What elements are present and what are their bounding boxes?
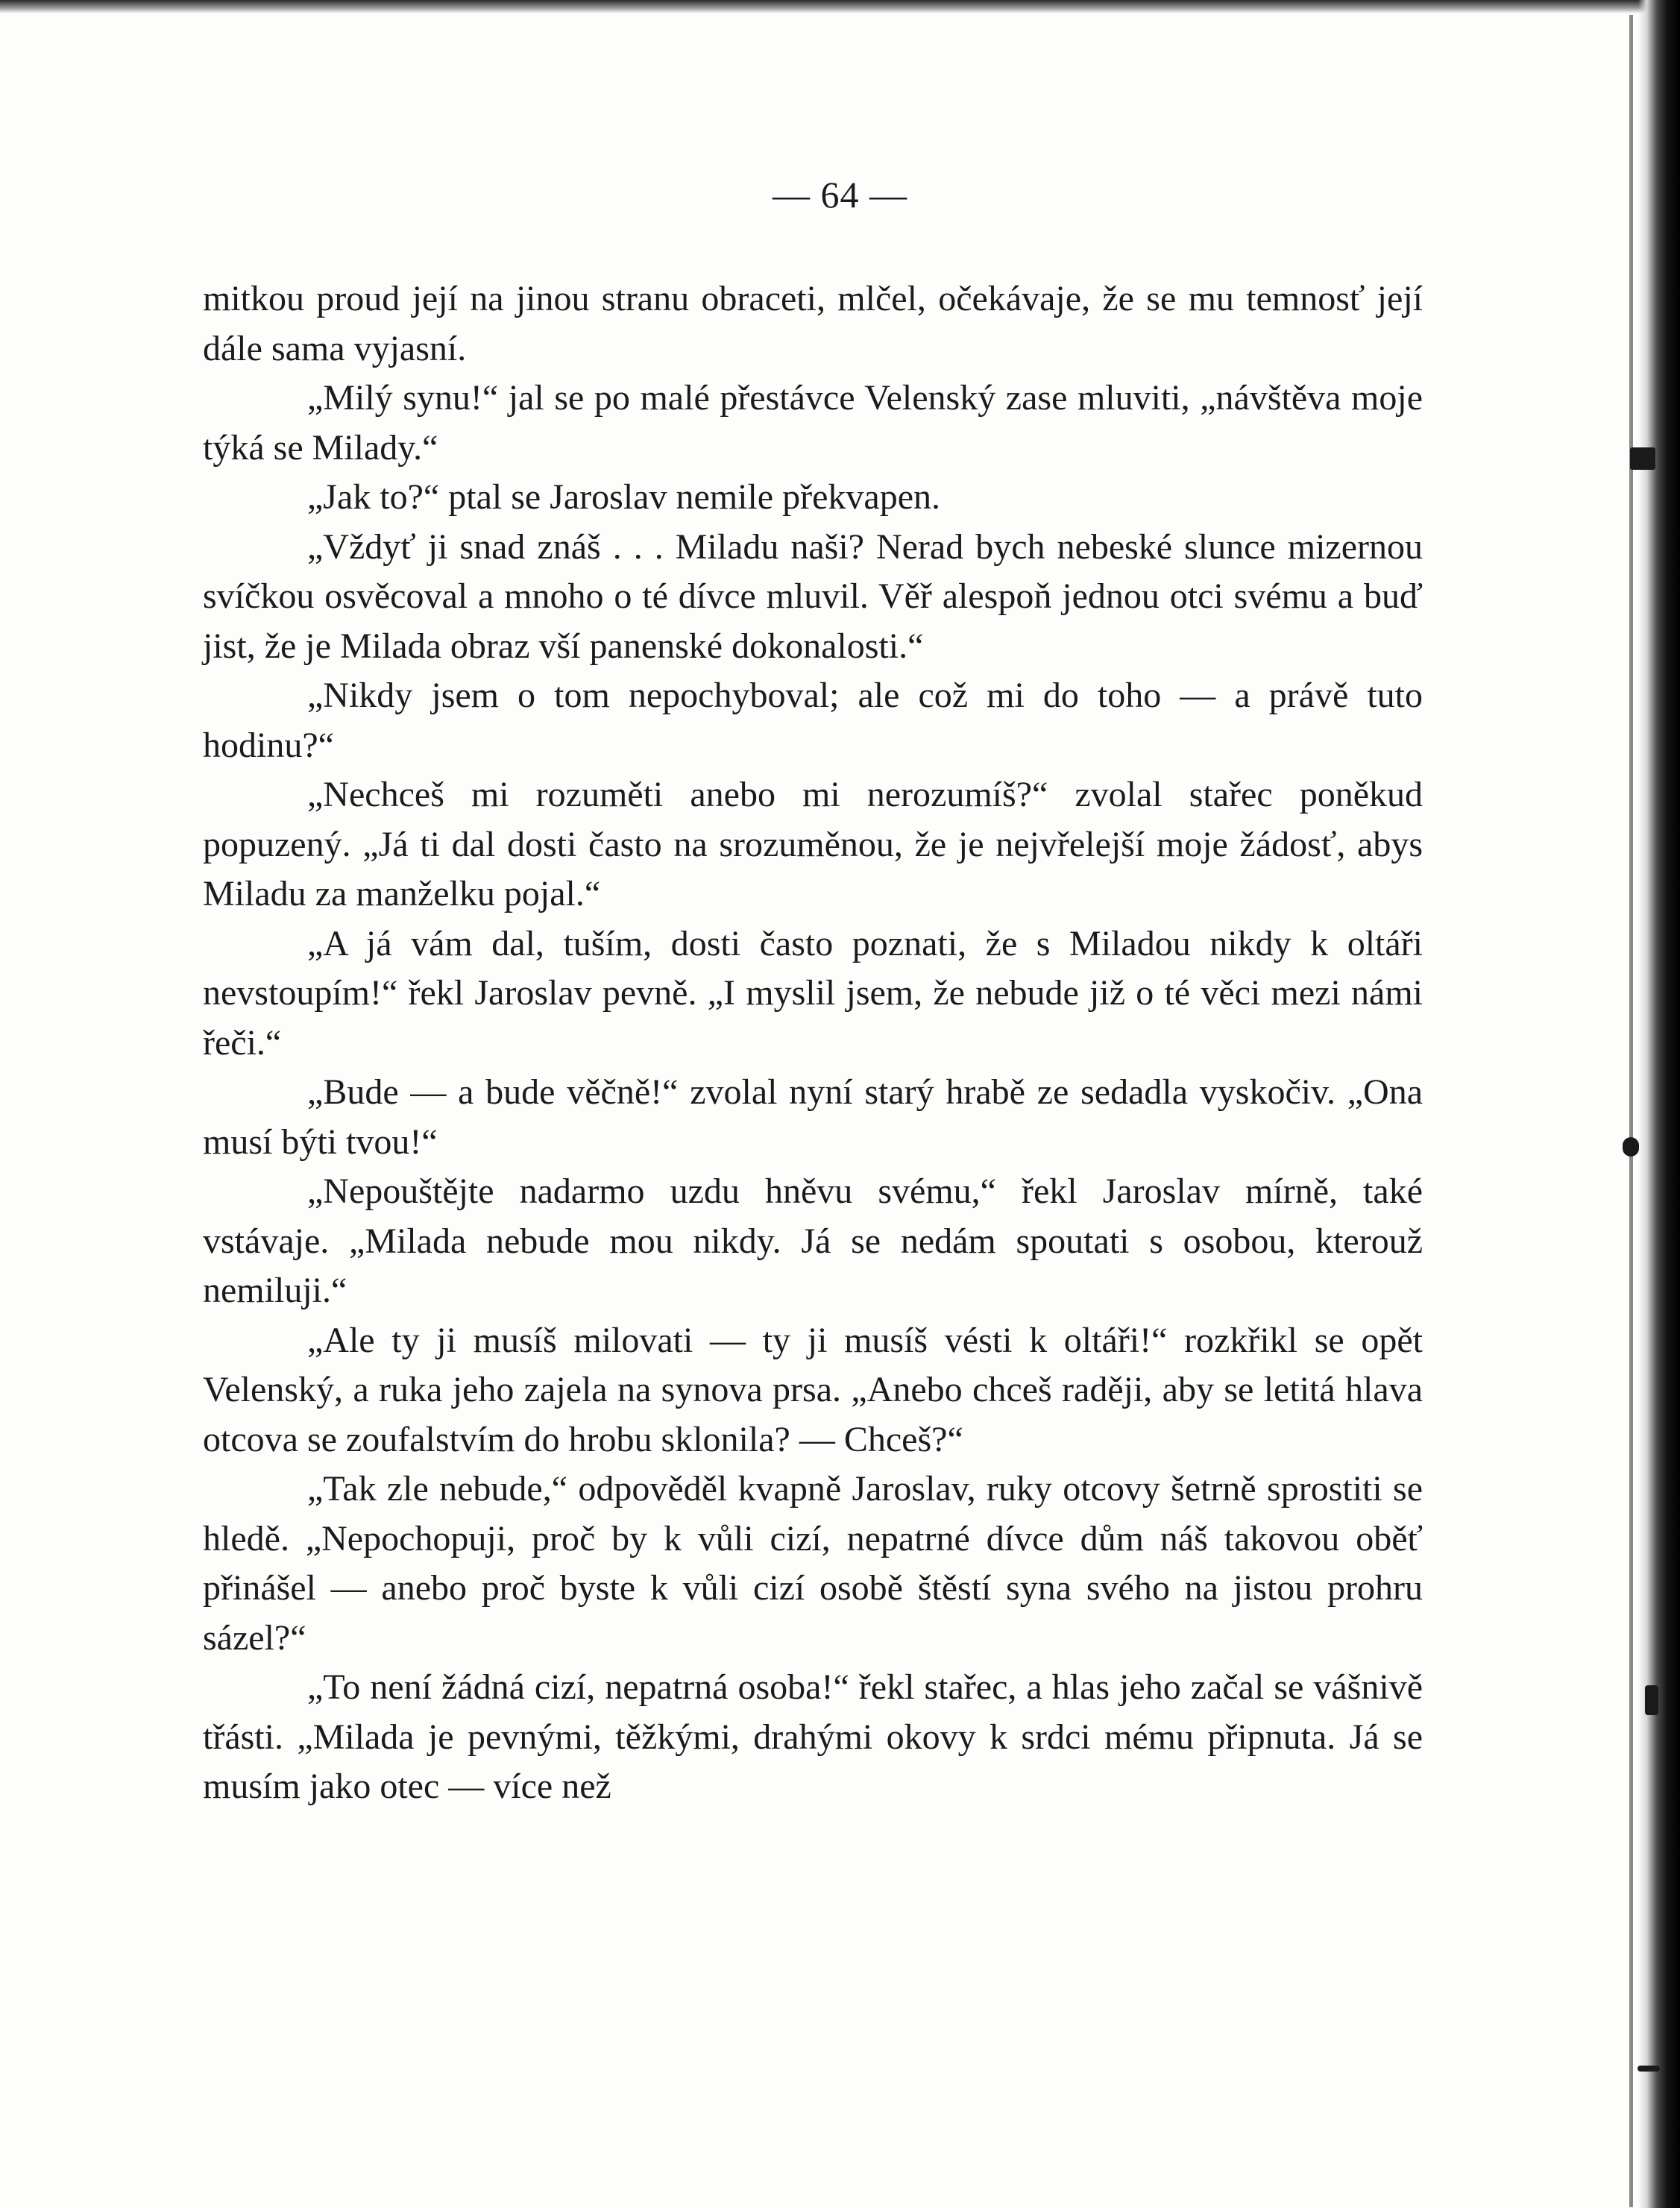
page-number: — 64 —: [773, 174, 907, 216]
scan-blemish: [1623, 1137, 1639, 1157]
paragraph: „Bude — a bude věčně!“ zvolal nyní starý hrabě ze sedadla vyskočiv. „Ona musí býti tvou!“: [203, 1072, 1423, 1162]
paragraph: „Vždyť ji snad znáš . . . Miladu naši? Nerad bych nebeské slunce mizernou svíčkou osvěcoval a mnoho o té dívce mluvil. Věř alespoň jednou otci svému a buď jist, že je Milada obraz vší panenské dokonalosti.“: [203, 526, 1423, 666]
paragraph: „Nikdy jsem o tom nepochyboval; ale což mi do toho — a právě tuto hodinu?“: [203, 676, 1423, 765]
paragraph: mitkou proud její na jinou stranu obraceti, mlčel, očekávaje, že se mu temnosť její dále sama vyjasní.: [203, 279, 1423, 368]
paragraph: „To není žádná cizí, nepatrná osoba!“ řekl stařec, a hlas jeho začal se vášnivě třásti. „Milada je pevnými, těžkými, drahými okovy k srdci mému připnuta. Já se musím jako otec — více než: [203, 1667, 1423, 1806]
paragraph: „Ale ty ji musíš milovati — ty ji musíš vésti k oltáři!“ rozkřikl se opět Velenský, a ruka jeho zajela na synova prsa. „Anebo chceš raději, aby se letitá hlava otcova se zoufalstvím do hrobu sklonila? — Chceš?“: [203, 1320, 1423, 1459]
paragraph: „Tak zle nebude,“ odpověděl kvapně Jaroslav, ruky otcovy šetrně sprostiti se hledě. „Nepochopuji, proč by k vůli cizí, nepatrné dívce dům náš takovou oběť přinášel — anebo proč byste k vůli cizí osobě štěstí syna svého na jistou prohru sázel?“: [203, 1469, 1423, 1658]
paragraph: „Nepouštějte nadarmo uzdu hněvu svému,“ řekl Jaroslav mírně, také vstávaje. „Milada nebude mou nikdy. Já se nedám spoutati s osobou, kterouž nemiluji.“: [203, 1171, 1423, 1310]
paragraph: „Jak to?“ ptal se Jaroslav nemile překvapen.: [307, 477, 940, 517]
scan-blemish: [1637, 2066, 1660, 2072]
paragraph: „Nechceš mi rozuměti anebo mi nerozumíš?“ zvolal stařec poněkud popuzený. „Já ti dal dosti často na srozuměnou, že je nejvřelejší moje žádosť, abys Miladu za manželku pojal.“: [203, 775, 1423, 913]
body-text: [203, 274, 1423, 1812]
scan-gutter-line: [1629, 15, 1633, 2207]
paragraph: „Milý synu!“ jal se po malé přestávce Velenský zase mluviti, „návštěva moje týká se Milady.“: [203, 378, 1423, 468]
scan-edge-right: [1638, 0, 1680, 2208]
scan-blemish: [1630, 447, 1655, 470]
scan-edge-top: [0, 0, 1680, 13]
scan-blemish: [1645, 1685, 1658, 1715]
paragraph: „A já vám dal, tuším, dosti často poznati, že s Miladou nikdy k oltáři nevstoupím!“ řekl Jaroslav pevně. „I myslil jsem, že nebude již o té věci mezi námi řeči.“: [203, 923, 1423, 1063]
